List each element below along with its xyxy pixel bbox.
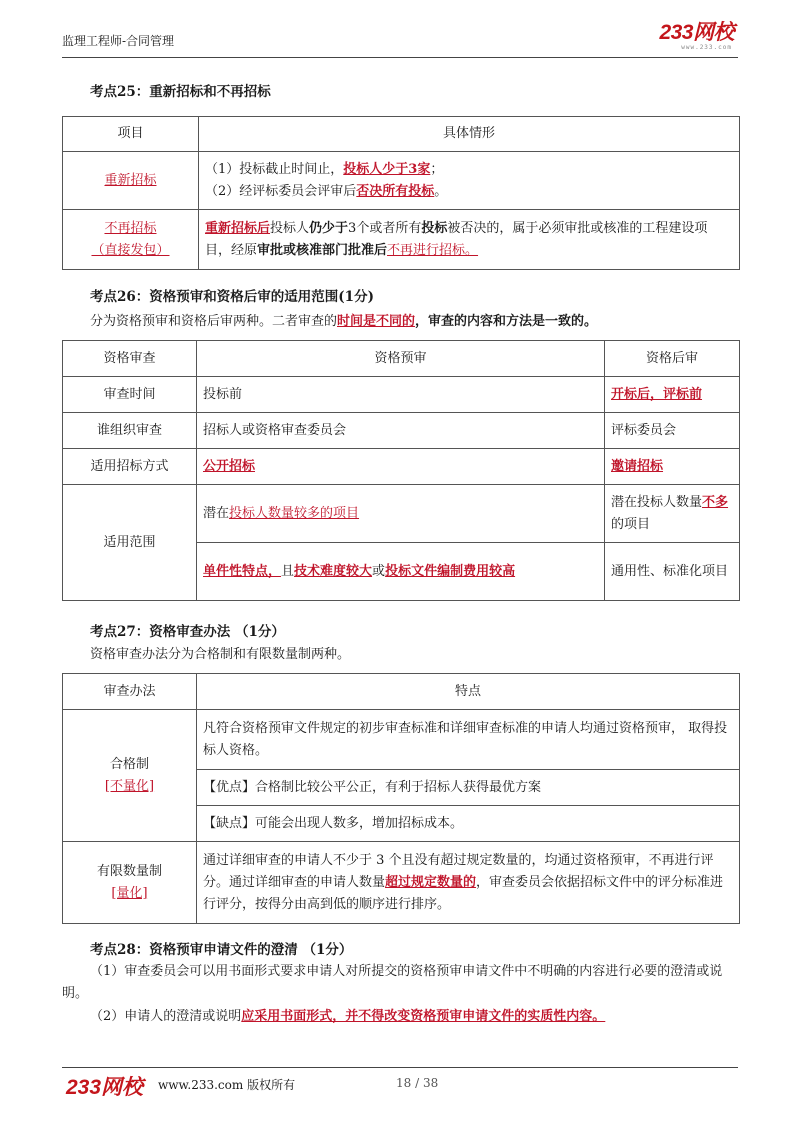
document-title: 监理工程师-合同管理: [62, 34, 175, 48]
section-26-heading: 考点26：资格预审和资格后审的适用范围(1分): [90, 289, 374, 305]
row-label-rebid: 重新招标: [63, 152, 199, 210]
section-27-intro: 资格审查办法分为合格制和有限数量制两种。: [90, 647, 351, 662]
table-rebid: [62, 116, 740, 270]
table-row: [63, 152, 740, 210]
section-27-heading: 考点27：资格审查办法 （1分）: [90, 624, 285, 640]
col-header-postqual: 资格后审: [605, 341, 740, 377]
section-26-intro: 分为资格预审和资格后审两种。二者审查的时间是不同的，审查的内容和方法是一致的。: [90, 314, 598, 329]
row-label-no-rebid: 不再招标 （直接发包）: [63, 210, 199, 270]
col-header-details: 具体情形: [199, 117, 740, 152]
page-header: [62, 22, 738, 58]
footer-logo: 233网校: [66, 1076, 144, 1099]
page-footer: [62, 1067, 738, 1097]
cell-prequal: 投标前: [197, 377, 605, 413]
row-content-no-rebid: 重新招标后投标人仍少于3个或者所有投标被否决的，属于必须审批或核准的工程建设项目，经原审批或核准部门批准后不再进行招标。: [199, 210, 740, 270]
row-label: 谁组织审查: [63, 413, 197, 449]
cell-prequal: 单件性特点，且技术难度较大或投标文件编制费用较高: [197, 543, 605, 601]
col-header-review: 资格审查: [63, 341, 197, 377]
col-header-method: 审查办法: [63, 674, 197, 710]
table-row: [63, 485, 740, 543]
footer-copyright: www.233.com 版权所有: [158, 1078, 296, 1092]
row-label: 适用招标方式: [63, 449, 197, 485]
table-row: [63, 449, 740, 485]
table-row: [63, 210, 740, 270]
col-header-item: 项目: [63, 117, 199, 152]
cell-postqual: 潜在投标人数量不多的项目: [605, 485, 740, 543]
col-header-prequal: 资格预审: [197, 341, 605, 377]
brand-logo-url: www.233.com: [681, 44, 732, 51]
table-row: [63, 842, 740, 924]
table-review-method: [62, 673, 740, 924]
cell-prequal: 招标人或资格审查委员会: [197, 413, 605, 449]
row-label-qualified: 合格制 [不量化]: [63, 710, 197, 842]
cell-feature: 通过详细审查的申请人不少于 3 个且没有超过规定数量的，均通过资格预审，不再进行评分。通过详细审查的申请人数量超过规定数量的，审查委员会依据招标文件中的评分标准进行评分，按得分由高到低的顺序进行排序。: [197, 842, 740, 924]
table-header-row: [63, 117, 740, 152]
cell-postqual: 邀请招标: [605, 449, 740, 485]
cell-disadvantage: 【缺点】可能会出现人数多，增加招标成本。: [197, 806, 740, 842]
brand-logo: [659, 22, 734, 52]
cell-prequal: 公开招标: [197, 449, 605, 485]
table-header-row: [63, 674, 740, 710]
section-28-paragraph-1: （1）审查委员会可以用书面形式要求申请人对所提交的资格预审申请文件中不明确的内容进行必要的澄清或说明。: [62, 964, 723, 1001]
row-label: 审查时间: [63, 377, 197, 413]
table-header-row: [63, 341, 740, 377]
brand-logo-text: 233网校: [659, 21, 734, 44]
section-28-paragraph-2: （2）申请人的澄清或说明应采用书面形式，并不得改变资格预审申请文件的实质性内容。: [90, 1009, 606, 1024]
table-row: [63, 413, 740, 449]
col-header-features: 特点: [197, 674, 740, 710]
cell-postqual: 评标委员会: [605, 413, 740, 449]
page-number: 18 / 38: [396, 1076, 439, 1090]
table-qualification: [62, 340, 740, 601]
table-row: [63, 710, 740, 770]
cell-postqual: 通用性、标准化项目: [605, 543, 740, 601]
cell-postqual: 开标后，评标前: [605, 377, 740, 413]
section-28-heading: 考点28：资格预审申请文件的澄清 （1分）: [90, 942, 353, 958]
row-content-rebid: （1）投标截止时间止，投标人少于3家； （2）经评标委员会评审后否决所有投标。: [199, 152, 740, 210]
row-label-limited: 有限数量制 [量化]: [63, 842, 197, 924]
cell-prequal: 潜在投标人数量较多的项目: [197, 485, 605, 543]
cell-feature: 凡符合资格预审文件规定的初步审查标准和详细审查标准的申请人均通过资格预审， 取得投标人资格。: [197, 710, 740, 770]
cell-advantage: 【优点】合格制比较公平公正，有利于招标人获得最优方案: [197, 770, 740, 806]
row-label: 适用范围: [63, 485, 197, 601]
section-25-heading: 考点25：重新招标和不再招标: [90, 84, 271, 100]
table-row: [63, 377, 740, 413]
